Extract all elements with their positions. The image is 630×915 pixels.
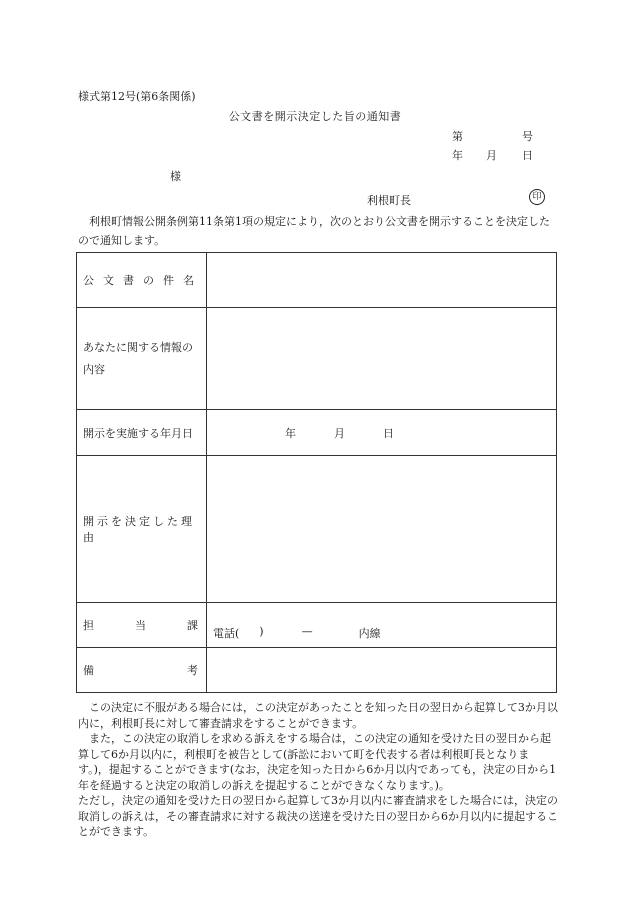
label-remarks-char-1: 備 xyxy=(83,664,94,677)
label-remarks xyxy=(77,648,207,693)
label-department-char-3: 課 xyxy=(187,619,198,632)
disclosure-date-year: 年 xyxy=(285,426,296,440)
phone-prefix: 電話( xyxy=(213,627,240,640)
label-decision-reason-text: 開示を決定した理由 xyxy=(83,515,195,544)
value-remarks[interactable] xyxy=(207,648,557,693)
phone-close-paren: ) xyxy=(259,625,264,638)
document-title: 公文書を開示決定した旨の通知書 xyxy=(228,110,402,123)
label-document-subject-text: 公文書の件名 xyxy=(83,274,203,287)
note-proviso: ただし，決定の通知を受けた日の翌日から起算して3か月以内に審査請求をした場合には，決定の取消しの訴えは，その審査請求に対する裁決の送達を受けた日の翌日から6か月以内に提起することができます。 xyxy=(78,794,558,838)
note-lawsuit: また，この決定の取消しを求める訴えをする場合は，この決定の通知を受けた日の翌日から起算して6か月以内に，利根町を被告として(訴訟において町を代表する者は利根町長となります。)，提起することができます(なお，決定を知った日から6か月以内であっても，決定の日から1年を経過すると決定の取消しの訴えを提起することができなくなります。)。 xyxy=(78,732,557,792)
date-day-label: 日 xyxy=(522,149,533,162)
form-number-label: 様式第12号(第6条関係) xyxy=(78,90,196,103)
label-department-char-2: 当 xyxy=(135,619,146,632)
phone-extension-label: 内線 xyxy=(358,627,381,640)
row-department xyxy=(77,603,557,648)
value-personal-info[interactable] xyxy=(207,308,557,410)
label-personal-info xyxy=(77,308,207,410)
row-remarks xyxy=(77,648,557,693)
value-department[interactable] xyxy=(207,603,557,648)
label-disclosure-date: 開示を実施する年月日 xyxy=(77,410,207,456)
label-document-subject xyxy=(77,253,207,308)
date-month-label: 月 xyxy=(486,149,497,162)
disclosure-date-month: 月 xyxy=(334,426,345,440)
row-personal-info xyxy=(77,308,557,410)
seal-stamp: 印 xyxy=(529,189,545,205)
label-remarks-char-2: 考 xyxy=(187,664,198,677)
document-number-prefix: 第 xyxy=(452,130,463,143)
note-appeal: この決定に不服がある場合には，この決定があったことを知った日の翌日から起算して3か月以内に，利根町長に対して審査請求をすることができます。 xyxy=(78,701,558,730)
notes-section xyxy=(78,700,560,840)
label-decision-reason xyxy=(77,456,207,603)
label-department-char-1: 担 xyxy=(83,619,94,632)
value-disclosure-date[interactable] xyxy=(207,410,557,456)
row-disclosure-date xyxy=(77,410,557,456)
label-department xyxy=(77,603,207,648)
issuer-name: 利根町長 xyxy=(367,194,411,207)
disclosure-date-day: 日 xyxy=(383,426,394,440)
row-document-subject xyxy=(77,253,557,308)
value-document-subject[interactable] xyxy=(207,253,557,308)
value-decision-reason[interactable] xyxy=(207,456,557,603)
recipient-honorific: 様 xyxy=(170,170,181,183)
date-year-label: 年 xyxy=(452,149,463,162)
phone-dash: — xyxy=(301,625,313,638)
intro-paragraph: 利根町情報公開条例第11条第1項の規定により，次のとおり公文書を開示することを決定したので通知します。 xyxy=(78,215,550,247)
row-decision-reason xyxy=(77,456,557,603)
label-personal-info-line2: 内容 xyxy=(83,362,105,376)
label-personal-info-line1: あなたに関する情報の xyxy=(83,340,193,354)
document-number-suffix: 号 xyxy=(522,130,533,143)
disclosure-form-table xyxy=(76,252,557,693)
